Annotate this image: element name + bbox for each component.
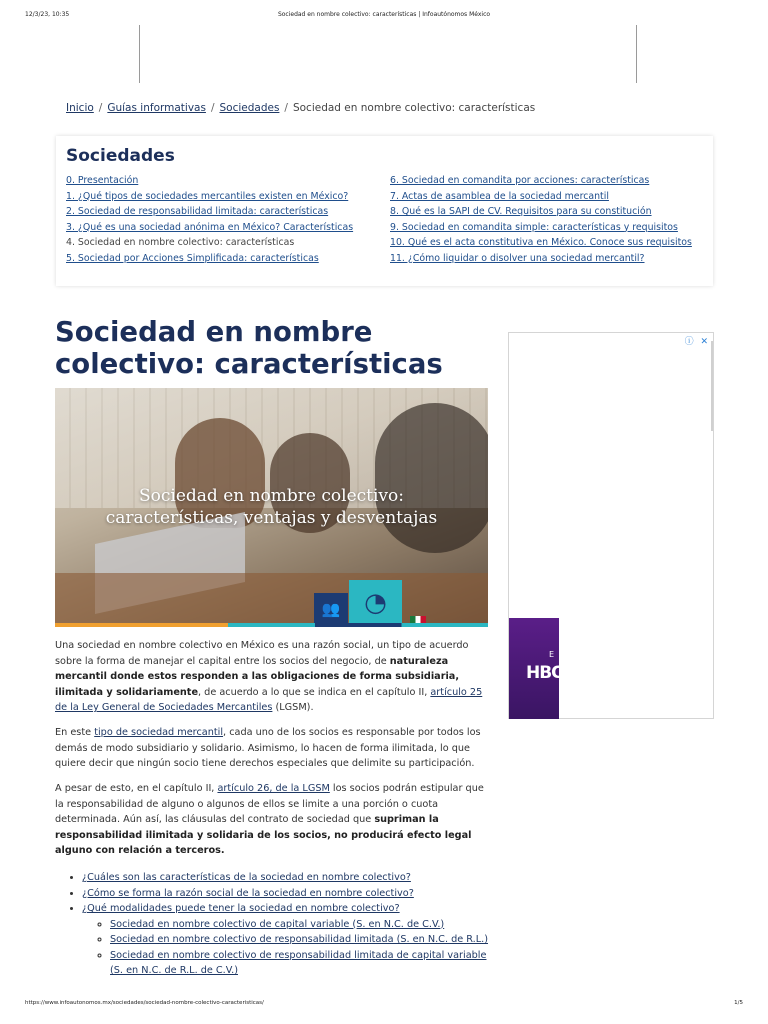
ad-choices-close-icon[interactable]: ⓘ ✕	[684, 337, 710, 347]
article-title: Sociedad en nombre colectivo: características	[55, 316, 443, 380]
hbo-logo: HBO	[526, 663, 565, 683]
print-url: https://www.infoautonomos.mx/sociedades/sociedad-nombre-colectivo-caracteristicas/	[25, 1000, 264, 1006]
contents-sublink[interactable]: Sociedad en nombre colectivo de responsabilidad limitada (S. en N.C. de R.L.)	[110, 934, 489, 945]
series-index-link[interactable]: 1. ¿Qué tipos de sociedades mercantiles existen en México?	[66, 190, 349, 202]
sociedad-mercantil-link[interactable]: tipo de sociedad mercantil	[94, 727, 224, 738]
breadcrumb-separator: /	[210, 102, 215, 114]
intro-paragraph	[55, 638, 487, 716]
contents-link[interactable]: ¿Qué modalidades puede tener la sociedad en nombre colectivo?	[82, 903, 400, 914]
contents-sublist	[82, 917, 488, 979]
print-date: 12/3/23, 10:35	[25, 11, 70, 18]
ad-banner[interactable]	[509, 618, 565, 719]
second-paragraph	[55, 725, 487, 772]
series-index-item	[66, 173, 353, 189]
series-index-item	[66, 235, 353, 251]
contents-subitem	[110, 948, 488, 979]
series-index-item	[390, 173, 692, 189]
contents-item	[82, 870, 488, 886]
series-index-current: 4. Sociedad en nombre colectivo: características	[66, 237, 295, 248]
paragraph-emphasis: supriman la responsabilidad ilimitada y solidaria de los socios, no producirá efecto legal alguno con relación a terceros.	[55, 814, 472, 856]
breadcrumb-separator: /	[284, 102, 288, 114]
paragraph-emphasis: naturaleza mercantil donde estos responden a las obligaciones de forma subsidiaria, ilimitada y solidariamente	[55, 655, 460, 698]
series-index-item	[66, 220, 353, 236]
paragraph-text: A pesar de esto, en el capítulo II,	[55, 783, 218, 794]
ad-scrollbar[interactable]	[711, 341, 713, 431]
paragraph-text: , de acuerdo a lo que se indica en el capítulo II,	[198, 686, 431, 698]
breadcrumb-guias[interactable]: Guías informativas	[107, 102, 206, 114]
series-index-link[interactable]: 11. ¿Cómo liquidar o disolver una sociedad mercantil?	[390, 252, 645, 264]
series-index-item	[66, 189, 353, 205]
series-index-title: Sociedades	[66, 146, 175, 166]
series-index-link[interactable]: 0. Presentación	[66, 175, 139, 186]
series-index-link[interactable]: 7. Actas de asamblea de la sociedad mercantil	[390, 190, 609, 202]
dolphin-logo-icon: ◔	[349, 580, 402, 626]
print-page-number: 1/5	[734, 1000, 743, 1006]
contents-subitem	[110, 917, 488, 933]
hero-caption-line: características, ventajas y desventajas	[105, 508, 438, 528]
ad-brand-prefix: E	[549, 650, 554, 659]
header-divider-right	[636, 25, 637, 83]
print-title: Sociedad en nombre colectivo: características | Infoautónomos México	[277, 11, 491, 18]
print-footer	[25, 1000, 743, 1010]
series-index-left-column	[66, 173, 353, 266]
hero-image	[55, 388, 488, 627]
contents-link[interactable]: ¿Cuáles son las características de la sociedad en nombre colectivo?	[82, 872, 411, 883]
series-index-link[interactable]: 10. Qué es el acta constitutiva en México. Conoce sus requisitos	[390, 237, 692, 248]
contents-sublink[interactable]: Sociedad en nombre colectivo de capital variable (S. en N.C. de C.V.)	[110, 918, 445, 930]
series-index-item	[390, 220, 692, 236]
series-index-link[interactable]: 2. Sociedad de responsabilidad limitada: características	[66, 206, 329, 217]
lgsm-article-25-link[interactable]: artículo 25 de la Ley General de Sociedades Mercantiles	[55, 686, 483, 713]
hero-caption	[55, 485, 488, 529]
series-index-link[interactable]: 3. ¿Qué es una sociedad anónima en México? Características	[66, 221, 354, 233]
series-index-link[interactable]: 8. Qué es la SAPI de CV. Requisitos para su constitución	[390, 206, 652, 217]
paragraph-text: Una sociedad en nombre colectivo en México es una razón social, un tipo de acuerdo sobre la forma de manejar el capital entre los socios del negocio, de	[55, 640, 469, 667]
series-index-box	[56, 136, 713, 286]
people-icon: 👥	[314, 593, 348, 625]
series-index-link[interactable]: 6. Sociedad en comandita por acciones: características	[390, 175, 650, 186]
series-index-item	[390, 251, 692, 267]
article-contents-list	[68, 870, 488, 979]
paragraph-text: los socios podrán estipular que la responsabilidad de alguno o algunos de ellos se limite a una porción o cuota determinada. Aún así, las cláusulas del contrato de sociedad que	[55, 783, 484, 825]
header-divider-left	[139, 25, 140, 83]
series-index-item	[390, 204, 692, 220]
series-index-item	[66, 251, 353, 267]
lgsm-article-26-link[interactable]: artículo 26, de la LGSM	[217, 783, 330, 794]
breadcrumb-separator: /	[98, 102, 103, 114]
series-index-link[interactable]: 5. Sociedad por Acciones Simplificada: características	[66, 252, 319, 264]
series-index-item	[390, 235, 692, 251]
breadcrumb	[66, 102, 535, 114]
third-paragraph	[55, 781, 487, 859]
series-index-right-column	[390, 173, 692, 266]
hero-brand-stripe	[55, 623, 488, 627]
print-header	[25, 11, 743, 21]
breadcrumb-current: Sociedad en nombre colectivo: características	[292, 102, 536, 114]
series-index-item	[390, 189, 692, 205]
contents-item	[82, 886, 488, 902]
contents-link[interactable]: ¿Cómo se forma la razón social de la sociedad en nombre colectivo?	[82, 887, 414, 899]
paragraph-text: , cada uno de los socios es responsable por todos los demás de modo subsidiario y solidario. Asimismo, lo hacen de forma ilimitada, lo que quiere decir que ningún socio tiene derechos especiales que delimite su participación.	[55, 727, 481, 769]
hero-person	[375, 403, 488, 553]
breadcrumb-sociedades[interactable]: Sociedades	[219, 102, 280, 114]
hero-caption-line: Sociedad en nombre colectivo:	[138, 486, 404, 506]
paragraph-text: En este	[55, 727, 95, 738]
breadcrumb-inicio[interactable]: Inicio	[66, 102, 94, 114]
paragraph-text: (LGSM).	[272, 702, 314, 713]
advertisement[interactable]	[508, 332, 714, 719]
contents-item	[82, 901, 488, 979]
contents-sublink[interactable]: Sociedad en nombre colectivo de responsabilidad limitada de capital variable (S. en N.C. de R.L. de C.V.)	[110, 949, 487, 976]
contents-subitem	[110, 932, 488, 948]
series-index-link[interactable]: 9. Sociedad en comandita simple: características y requisitos	[390, 221, 678, 233]
series-index-item	[66, 204, 353, 220]
